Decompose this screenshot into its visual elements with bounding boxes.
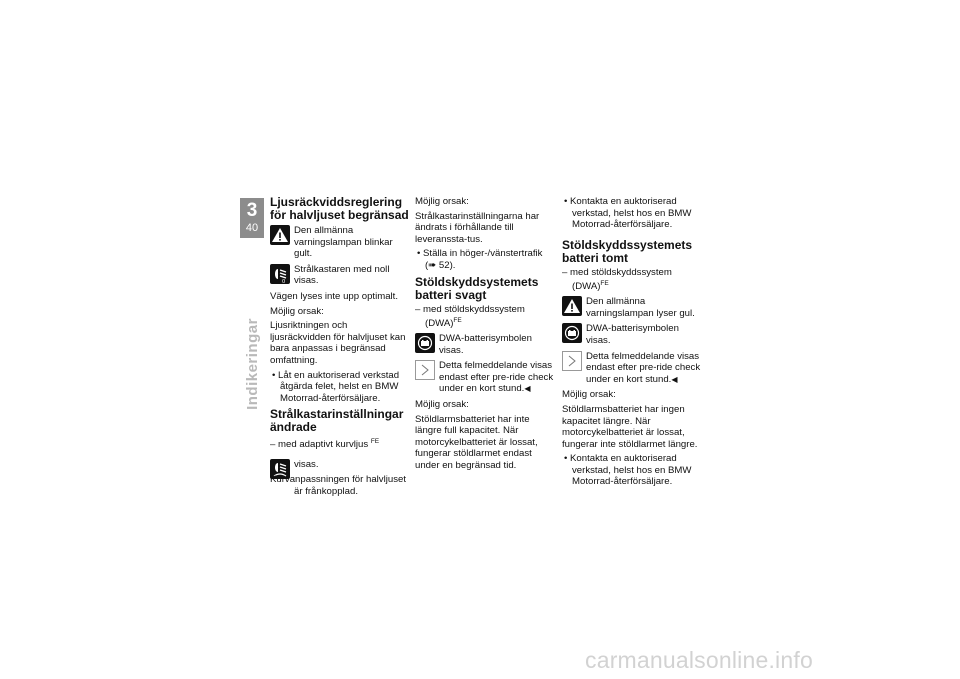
heading-dwa-weak: Stöldskyddsystemets batteri svagt [415,274,539,302]
paragraph: Vägen lyses inte upp optimalt. [270,290,398,302]
bullet-item: • Kontakta en auktoriserad verkstad, helst hos en BMW Motorrad-återförsäljare. [564,453,692,488]
column-1 [270,196,410,500]
bullet-text: Kontakta en auktoriserad verkstad, helst hos en BMW Motorrad-återförsäljare. [570,453,692,488]
headlight-range-icon [270,264,290,284]
adaptive-lamp-text: visas. [294,459,319,471]
heading-dwa-empty: Stöldskyddssystemets batteri tomt [562,237,693,265]
dwa-row [415,333,555,356]
dwa-text: DWA-batterisymbolen visas. [586,323,679,346]
option-superscript: FE [370,438,380,446]
paragraph: Stöldlarmsbatteriet har ingen kapacitet längre. När motorcykelbatteriet är lossat, fungerar inte stöldlarmet längre. [562,403,698,450]
bullet-item: • Låt en auktoriserad verkstad åtgärda felet, helst en BMW Motorrad-återförsäljare. [272,369,400,404]
dash-item: – med adaptivt kurvljus $^{FE}$ [270,438,380,451]
paragraph: Möjlig orsak: [415,196,469,207]
column-3 [562,196,702,491]
dash-text: med stöldskyddssystem (DWA) [570,266,672,293]
end-marker-icon: ◀ [524,384,531,394]
info-arrow-icon [562,351,582,371]
bullet-item: • Ställa in höger-/vänstertrafik (➠ 52). [417,248,543,271]
bullet-item: • Kontakta en auktoriserad verkstad, helst hos en BMW Motorrad-återförsäljare. [564,196,692,231]
paragraph: Stöldlarmsbatteriet har inte längre full kapacitet. När motorcykelbatteriet är lossat, fungerar stöldlarmet endast under en begränsad tid. [415,413,538,471]
paragraph: Möjlig orsak: [270,305,324,317]
heading-headlight-settings: Strålkastarinställningar ändrade [270,407,404,435]
info-text [586,351,702,386]
dash-item: – med stöldskyddssystem (DWA)$^{FE}$ [562,266,672,293]
dash-item: – med stöldskyddssystem (DWA)$^{FE}$ [415,303,525,330]
paragraph: Möjlig orsak: [562,389,616,401]
column-2 [415,196,555,474]
paragraph: Ljusriktningen och ljusräckvidden för halvljuset kan bara anpassas i begränsad omfattning. [270,320,406,366]
info-message: Detta felmeddelande visas endast efter pre-ride check under en kort stund. [439,360,554,395]
paragraph: Kurvanpassningen för halvljuset är frånkopplad. [270,474,406,497]
warning-row [562,296,702,319]
chapter-number: 3 [246,200,258,221]
headlight-text: Strålkastaren med noll visas. [294,263,390,287]
svg-text:0: 0 [282,278,286,284]
option-superscript: FE [600,280,609,288]
dash-text: med stöldskyddssystem (DWA) [423,303,525,330]
info-row [415,360,555,395]
dash-text: med adaptivt kurvljus [278,439,369,451]
info-message: Detta felmeddelande visas endast efter pre-ride check under en kort stund. [586,350,701,385]
info-text [439,360,555,395]
chapter-side-label: Indikeringar [243,318,261,410]
bullet-text: Låt en auktoriserad verkstad åtgärda felet, helst en BMW Motorrad-återförsäljare. [278,369,400,404]
warning-triangle-icon [562,296,582,316]
warning-text: Den allmänna varningslampan blinkar gult. [294,225,393,260]
page-ref-arrow-icon: ➠ [428,259,437,271]
page-ref: 52). [438,259,456,271]
bullet-text: Ställa in höger-/vänstertrafik [423,248,543,260]
end-marker-icon: ◀ [671,374,678,384]
dwa-text: DWA-batterisymbolen visas. [439,332,532,356]
warning-triangle-icon [270,225,290,245]
info-row [562,351,702,386]
paragraph: Möjlig orsak: [415,398,469,410]
dwa-row [562,323,702,346]
headlight-row [270,264,410,287]
page-number: 40 [245,222,259,234]
paragraph: Strålkastarinställningarna har ändrats i förhållande till leveranssta-tus. [415,210,540,245]
bullet-text: Kontakta en auktoriserad verkstad, helst hos en BMW Motorrad-återförsäljare. [570,196,692,231]
dwa-battery-icon [562,323,582,343]
option-superscript: FE [453,317,462,325]
watermark: carmanualsonline.info [585,647,813,673]
chapter-tab [240,198,264,238]
heading-headlight-range: Ljusräckviddsreglering för halvljuset begränsad [270,195,409,222]
dwa-battery-icon [415,333,435,353]
warning-text: Den allmänna varningslampan lyser gul. [586,296,695,319]
warning-row [270,225,410,260]
info-arrow-icon [415,360,435,380]
